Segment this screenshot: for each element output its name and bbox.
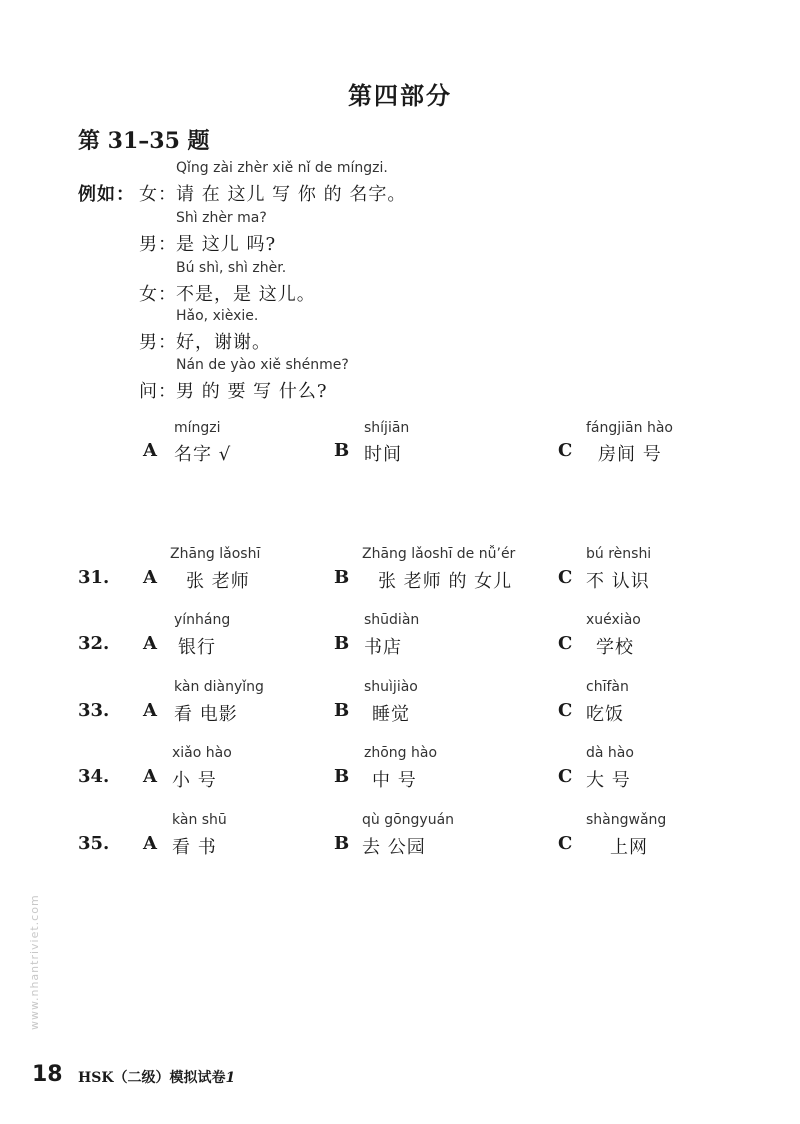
example-option-b-letter: B — [334, 440, 350, 461]
example-lead: 例如： — [78, 184, 135, 205]
question-number: 31. — [78, 567, 110, 588]
q34-c-text: 大 号 — [586, 770, 631, 791]
q32-b-pinyin: shūdiàn — [364, 612, 420, 628]
example-option-b-text: 时间 — [364, 444, 402, 465]
q32-a-letter: A — [143, 633, 157, 654]
example-option-a-pinyin: míngzi — [174, 420, 221, 436]
example-option-c-pinyin: fángjiān hào — [586, 420, 673, 436]
example-option-c-text: 房间 号 — [598, 444, 662, 465]
q35-a-letter: A — [143, 833, 157, 854]
example-pinyin-4: Hǎo, xièxie. — [176, 308, 259, 324]
example-line-1: 请 在 这儿 写 你 的 名字。 — [176, 184, 407, 205]
example-speaker-4: 男： — [139, 332, 177, 353]
q32-c-pinyin: xuéxiào — [586, 612, 641, 628]
q32-b-letter: B — [334, 633, 350, 654]
q32-c-letter: C — [558, 633, 573, 654]
example-speaker-2: 男： — [139, 234, 177, 255]
q35-a-pinyin: kàn shū — [172, 812, 227, 828]
q34-a-letter: A — [143, 766, 157, 787]
q31-b-letter: B — [334, 567, 350, 588]
q33-b-pinyin: shuìjiào — [364, 679, 418, 695]
example-line-3: 不是，是 这儿。 — [176, 284, 316, 305]
q32-c-text: 学校 — [596, 637, 634, 658]
q34-a-text: 小 号 — [172, 770, 217, 791]
example-pinyin-2: Shì zhèr ma? — [176, 210, 267, 226]
q33-b-text: 睡觉 — [372, 704, 410, 725]
watermark: www.nhantriviet.com — [28, 894, 41, 1030]
book-title-number: 1 — [225, 1070, 236, 1086]
q33-c-pinyin: chīfàn — [586, 679, 629, 695]
q31-c-letter: C — [558, 567, 573, 588]
q31-a-letter: A — [143, 567, 157, 588]
example-option-a-letter: A — [143, 440, 157, 461]
q34-b-pinyin: zhōng hào — [364, 745, 438, 761]
example-line-4: 好，谢谢。 — [176, 332, 271, 353]
q32-a-pinyin: yínháng — [174, 612, 231, 628]
example-speaker-1: 女： — [139, 184, 177, 205]
q32-b-text: 书店 — [364, 637, 402, 658]
q34-c-letter: C — [558, 766, 573, 787]
q33-c-letter: C — [558, 700, 573, 721]
example-option-a-text: 名字 √ — [174, 444, 232, 465]
question-number: 34. — [78, 766, 110, 787]
q34-b-letter: B — [334, 766, 350, 787]
q31-a-pinyin: Zhāng lǎoshī — [170, 546, 261, 562]
q31-c-text: 不 认识 — [586, 571, 650, 592]
q35-b-letter: B — [334, 833, 350, 854]
page-number: 18 — [32, 1062, 63, 1087]
question-number: 32. — [78, 633, 110, 654]
example-pinyin-5: Nán de yào xiě shénme? — [176, 357, 349, 373]
example-speaker-3: 女： — [139, 284, 177, 305]
q35-a-text: 看 书 — [172, 837, 217, 858]
question-number: 33. — [78, 700, 110, 721]
q35-b-pinyin: qù gōngyuán — [362, 812, 455, 828]
q33-b-letter: B — [334, 700, 350, 721]
page-heading: 第四部分 — [348, 81, 452, 110]
question-number: 35. — [78, 833, 110, 854]
q31-a-text: 张 老师 — [186, 571, 250, 592]
example-speaker-5: 问： — [139, 381, 177, 402]
q31-b-pinyin: Zhāng lǎoshī de nǚ’ér — [362, 546, 516, 562]
q33-a-letter: A — [143, 700, 157, 721]
book-title-prefix: HSK（二级）模拟试卷 — [78, 1070, 226, 1086]
example-option-c-letter: C — [558, 440, 573, 461]
book-title — [78, 1067, 235, 1087]
q34-a-pinyin: xiǎo hào — [172, 745, 232, 761]
q34-b-text: 中 号 — [372, 770, 417, 791]
q33-a-text: 看 电影 — [174, 704, 238, 725]
q35-c-letter: C — [558, 833, 573, 854]
example-pinyin-1: Qǐng zài zhèr xiě nǐ de míngzi. — [176, 160, 388, 176]
q31-c-pinyin: bú rènshi — [586, 546, 652, 562]
example-line-5: 男 的 要 写 什么? — [176, 381, 328, 402]
q31-b-text: 张 老师 的 女儿 — [378, 571, 513, 592]
example-option-b-pinyin: shíjiān — [364, 420, 410, 436]
q33-c-text: 吃饭 — [586, 704, 624, 725]
example-line-2: 是 这儿 吗? — [176, 234, 277, 255]
q32-a-text: 银行 — [178, 637, 216, 658]
q35-c-pinyin: shàngwǎng — [586, 812, 667, 828]
section-title: 第 31–35 题 — [78, 128, 210, 154]
example-pinyin-3: Bú shì, shì zhèr. — [176, 260, 287, 276]
q34-c-pinyin: dà hào — [586, 745, 634, 761]
q35-b-text: 去 公园 — [362, 837, 426, 858]
q35-c-text: 上网 — [610, 837, 648, 858]
q33-a-pinyin: kàn diànyǐng — [174, 679, 264, 695]
